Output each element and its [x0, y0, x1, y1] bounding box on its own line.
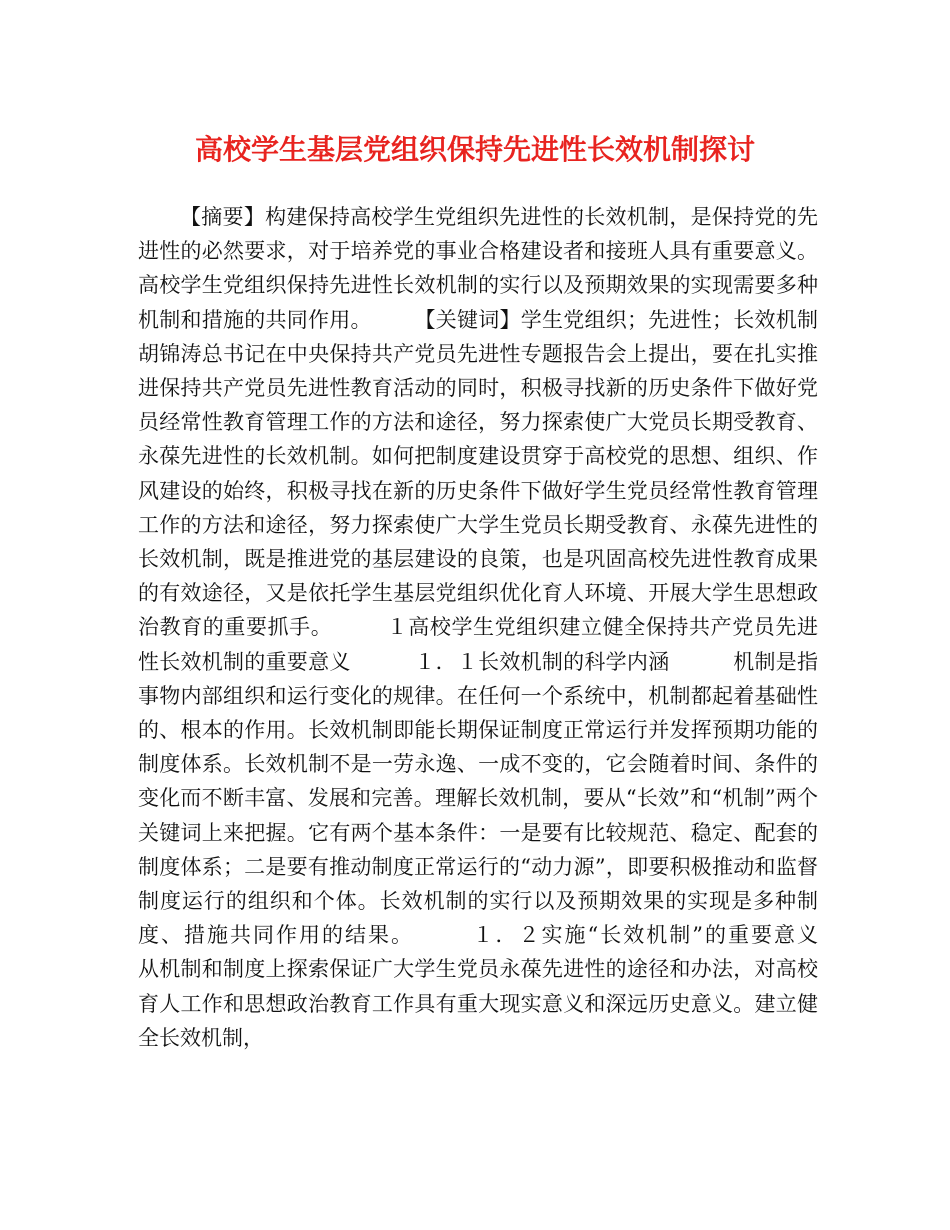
document-title: 高校学生基层党组织保持先进性长效机制探讨	[194, 133, 755, 166]
document-body: 【摘要】构建保持高校学生党组织先进性的长效机制，是保持党的先进性的必然要求，对于培养党的事业合格建设者和接班人具有重要意义。高校学生党组织保持先进性长效机制的实行以及预期效果的实现需要多种机制和措施的共同作用。 【关键词】学生党组织；先进性；长效机制 胡锦涛总书记在中央保持共产党员先进性专题报告会上提出，要在扎实推进保持共产党员先进性教育活动的同时，积极寻找新的历史条件下做好党员经常性教育管理工作的方法和途径，努力探索使广大党员长期受教育、永葆先进性的长效机制。如何把制度建设贯穿于高校党的思想、组织、作风建设的始终，积极寻找在新的历史条件下做好学生党员经常性教育管理工作的方法和途径，努力探索使广大学生党员长期受教育、永葆先进性的长效机制，既是推进党的基层建设的良策，也是巩固高校先进性教育成果的有效途径，又是依托学生基层党组织优化育人环境、开展大学生思想政治教育的重要抓手。 １高校学生党组织建立健全保持共产党员先进性长效机制的重要意义 １．１长效机制的科学内涵 机制是指事物内部组织和运行变化的规律。在任何一个系统中，机制都起着基础性的、根本的作用。长效机制即能长期保证制度正常运行并发挥预期功能的制度体系。长效机制不是一劳永逸、一成不变的，它会随着时间、条件的变化而不断丰富、发展和完善。理解长效机制，要从“长效”和“机制”两个关键词上来把握。它有两个基本条件：一是要有比较规范、稳定、配套的制度体系；二是要有推动制度正常运行的“动力源”，即要积极推动和监督制度运行的组织和个体。长效机制的实行以及预期效果的实现是多种制度、措施共同作用的结果。 １．２实施“长效机制”的重要意义 从机制和制度上探索保证广大学生党员永葆先进性的途径和办法，对高校育人工作和思想政治教育工作具有重大现实意义和深远历史意义。建立健全长效机制，	[138, 205, 881, 1050]
